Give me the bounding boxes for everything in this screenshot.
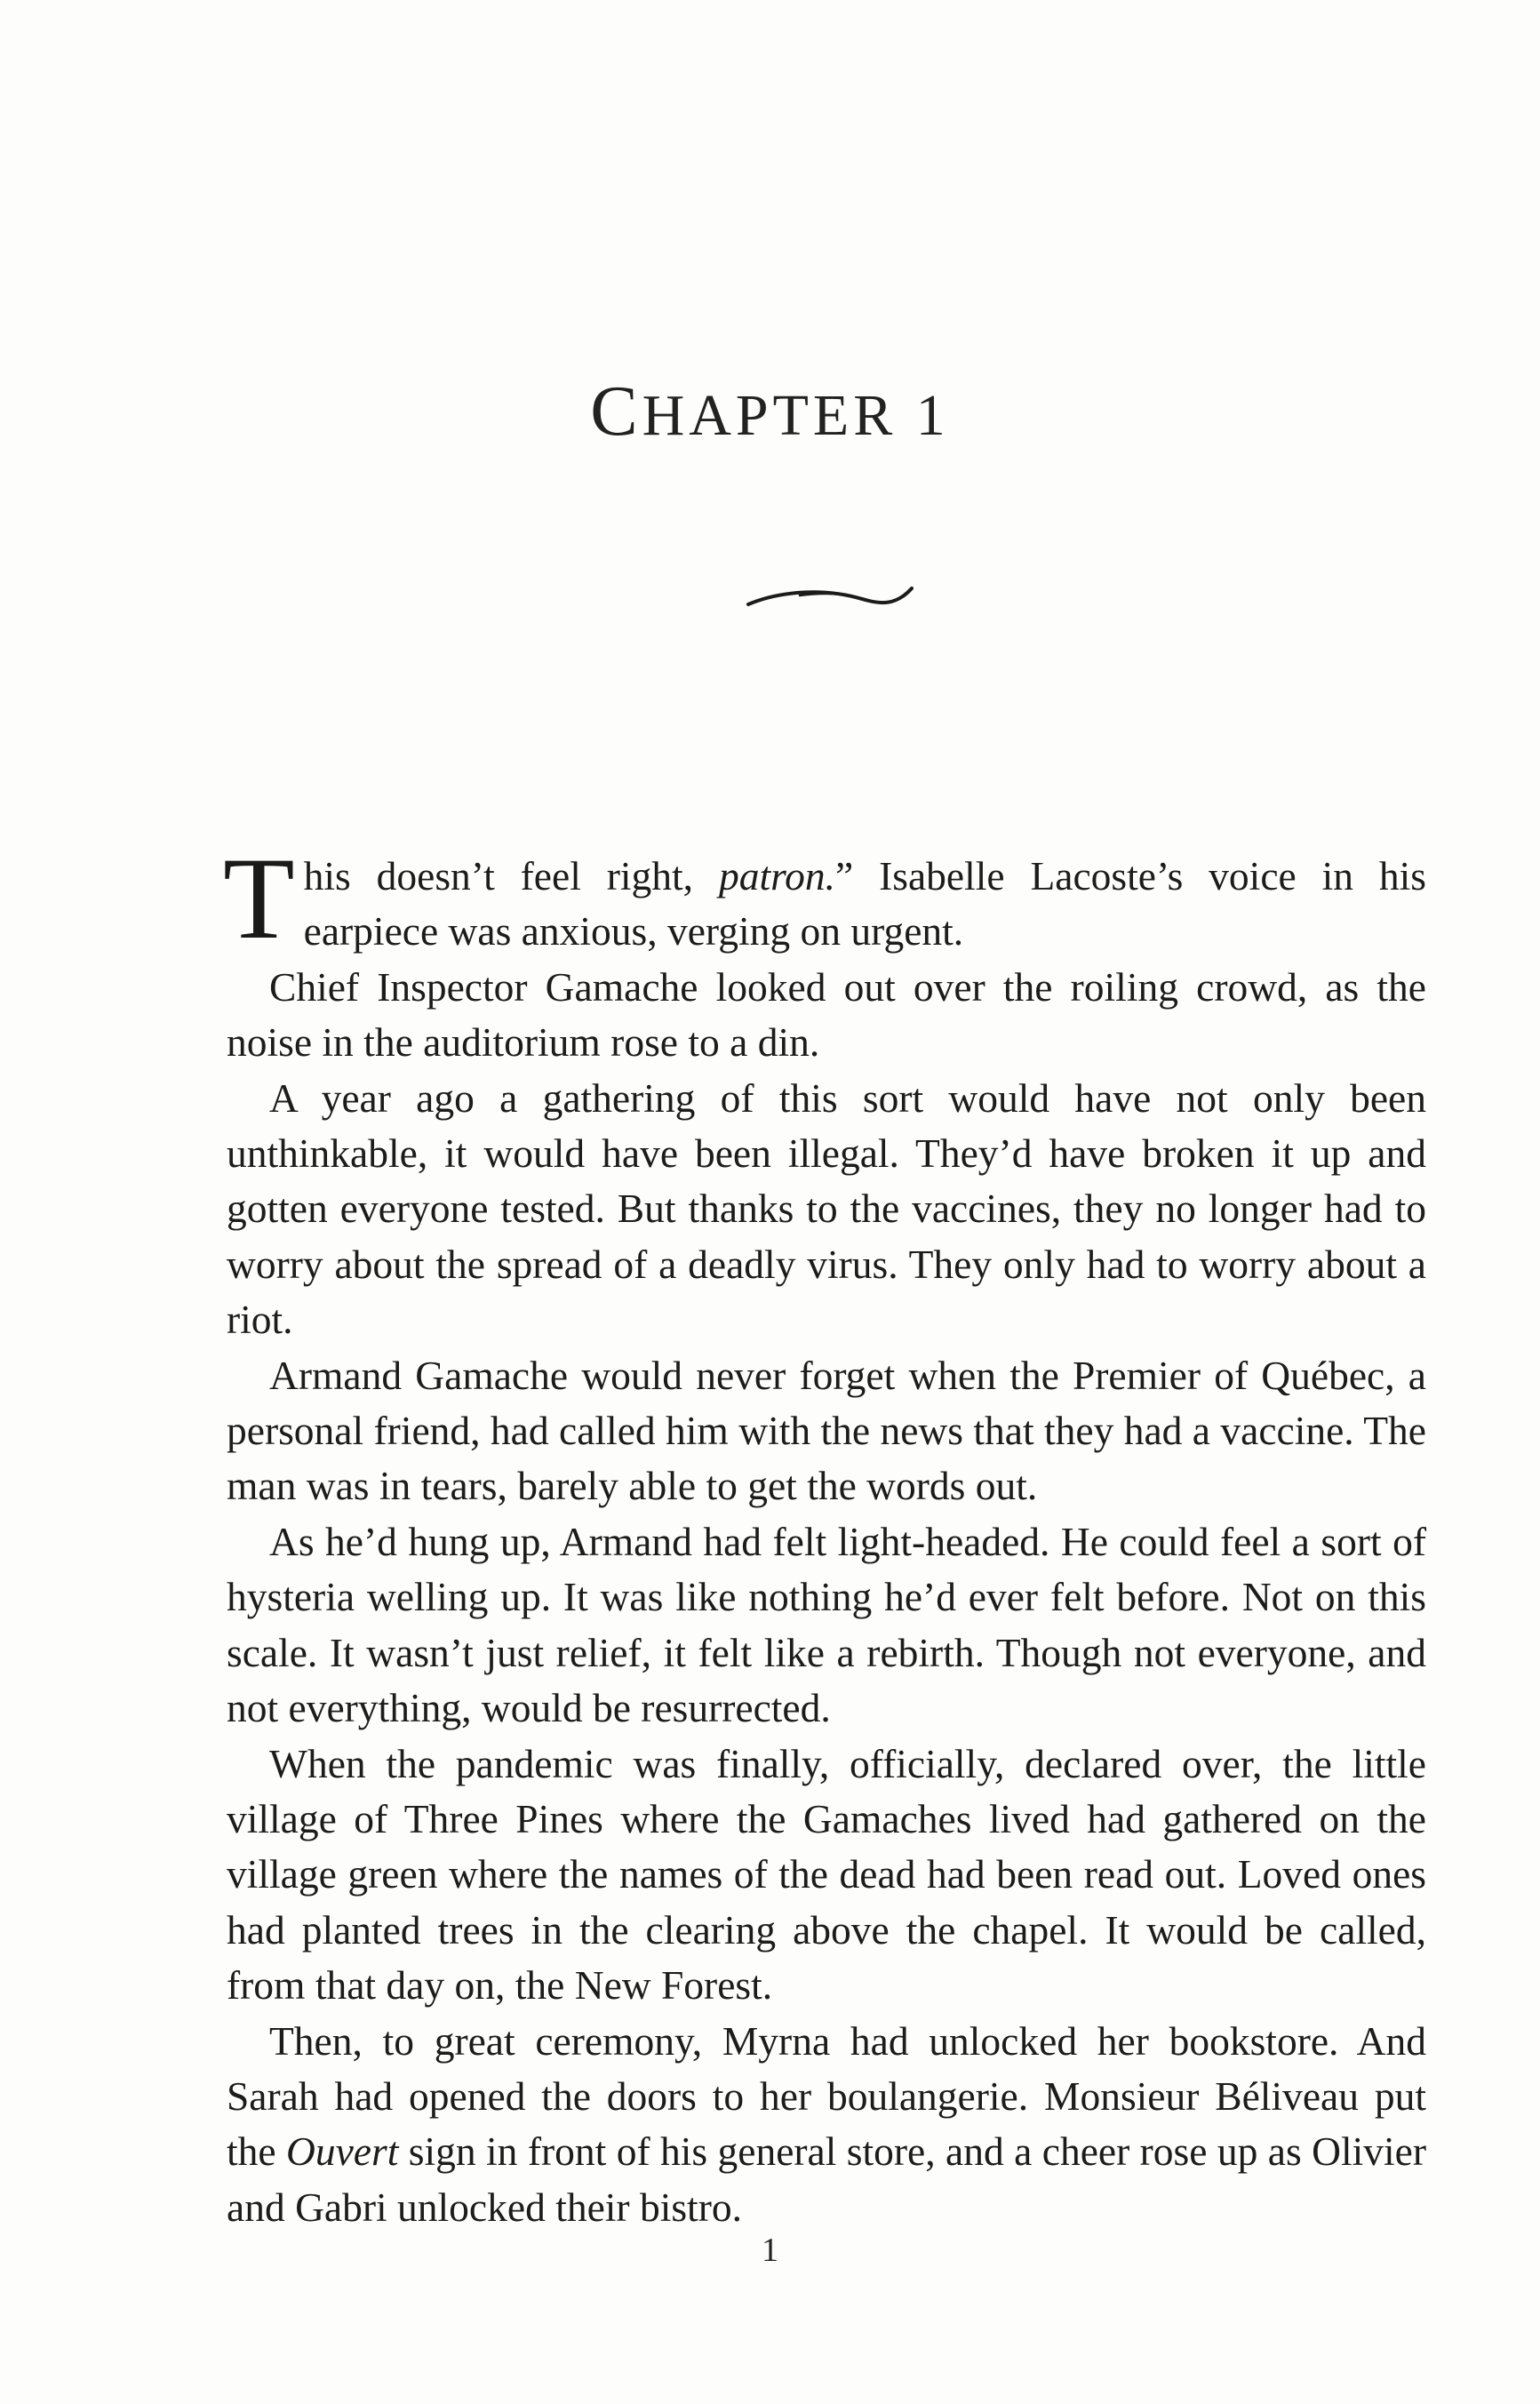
paragraph bbox=[227, 1514, 1426, 1737]
paragraph bbox=[227, 1737, 1426, 2014]
text-run: sign in front of his general store, and a cheer rose up as Olivier and Gabri unlocked their bistro. bbox=[227, 2128, 1426, 2230]
text-run: ” Isabelle Lacoste’s voice in his earpiece was anxious, verging on urgent. bbox=[303, 853, 1426, 954]
paragraph bbox=[223, 833, 1426, 963]
chapter-word-initial: C bbox=[590, 372, 642, 451]
paragraph bbox=[227, 1348, 1426, 1514]
italic-text: Ouvert bbox=[286, 2128, 399, 2175]
paragraph bbox=[227, 960, 1426, 1071]
paragraph bbox=[227, 2014, 1426, 2236]
chapter-word-rest: HAPTER bbox=[642, 383, 898, 448]
paragraph bbox=[227, 1071, 1426, 1348]
body-text bbox=[223, 833, 1426, 2235]
text-run: Armand Gamache would never forget when the Premier of Québec, a personal friend, had called him with the news that they had a vaccine. The man was in tears, barely able to get the words out. bbox=[227, 1352, 1426, 1509]
chapter-number: 1 bbox=[915, 383, 950, 448]
text-run: When the pandemic was finally, officially, declared over, the little village of Three Pines where the Gamaches lived had gathered on the village green where the names of the dead had been read out. Loved ones had planted trees in the clearing above the chapel. It would be called, from that day on, the New Forest. bbox=[227, 1740, 1426, 2009]
drop-cap: T bbox=[223, 833, 295, 963]
text-run: his doesn’t feel right, bbox=[303, 853, 719, 899]
page-number: 1 bbox=[762, 2232, 778, 2269]
text-run: Then, to great ceremony, Myrna had unlocked her bookstore. And Sarah had opened the doors to her boulangerie. Monsieur Béliveau put the bbox=[227, 2017, 1426, 2175]
swash-ornament-icon bbox=[746, 578, 915, 613]
text-run: As he’d hung up, Armand had felt light-headed. He could feel a sort of hysteria welling up. It was like nothing he’d ever felt before. Not on this scale. It wasn’t just relief, it felt like a rebirth. Though not everyone, and not everything, would be resurrected. bbox=[227, 1518, 1426, 1731]
text-run: A year ago a gathering of this sort would have not only been unthinkable, it would have been illegal. They’d have broken it up and gotten everyone tested. But thanks to the vaccines, they no longer had to worry about the spread of a deadly virus. They only had to worry about a riot. bbox=[227, 1074, 1426, 1343]
chapter-title bbox=[0, 371, 1540, 452]
italic-text: patron. bbox=[718, 853, 835, 899]
text-run: Chief Inspector Gamache looked out over the roiling crowd, as the noise in the auditorium rose to a din. bbox=[227, 963, 1426, 1066]
